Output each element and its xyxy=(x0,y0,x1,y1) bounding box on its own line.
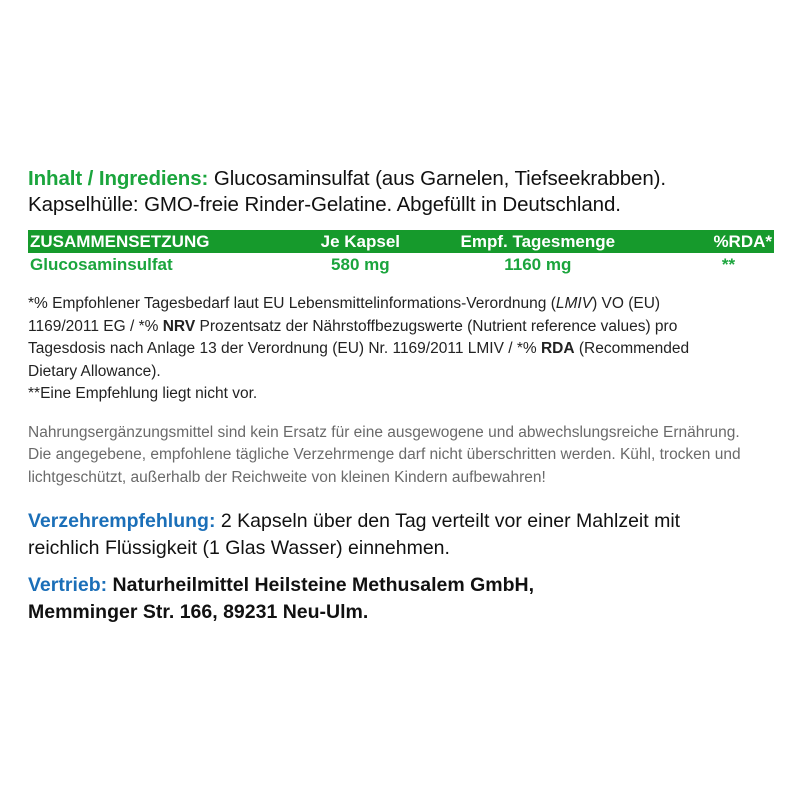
cell-daily-amount: 1160 mg xyxy=(504,255,572,274)
vendor-line-2: Memminger Str. 166, 89231 Neu-Ulm. xyxy=(28,601,369,623)
composition-header-row xyxy=(28,230,774,253)
footnote-part-1: *% Empfohlener Tagesbedarf laut EU Lebensmittelinformations-Verordnung ( xyxy=(28,295,556,312)
rda-footnote xyxy=(28,293,728,406)
product-label xyxy=(28,166,778,626)
footnote-part-3: Prozentsatz der Nährstoffbezugswerte (Nutrient reference values) pro Tagesdosis nach Anlage 13 der Verordnung (EU) Nr. 1169/2011 LMIV / *% xyxy=(28,317,678,357)
header-composition: ZUSAMMENSETZUNG xyxy=(28,230,294,253)
footnote-lmiv: LMIV xyxy=(555,295,593,312)
dosage-heading: Verzehrempfehlung: xyxy=(28,510,216,532)
footnote-no-recommendation: **Eine Empfehlung liegt nicht vor. xyxy=(28,385,258,402)
vendor-heading: Vertrieb: xyxy=(28,574,108,596)
ingredients-text xyxy=(28,166,778,218)
header-daily-amount: Empf. Tagesmenge xyxy=(427,230,649,253)
cell-rda: ** xyxy=(721,255,736,274)
footnote-part-2: ) VO (EU) 1169/2011 EG / *% xyxy=(28,295,661,335)
dosage-body: 2 Kapseln über den Tag verteilt vor einer Mahlzeit mit reichlich Flüssigkeit (1 Glas Wasser) einnehmen. xyxy=(28,510,681,559)
vendor-info xyxy=(28,572,778,626)
footnote-nrv: NRV xyxy=(162,317,196,335)
ingredients-body: Glucosaminsulfat (aus Garnelen, Tiefseekrabben). Kapselhülle: GMO-freie Rinder-Gelatine. Abgefüllt in Deutschland. xyxy=(28,167,666,216)
cell-per-capsule: 580 mg xyxy=(331,255,390,274)
vendor-line-1: Naturheilmittel Heilsteine Methusalem GmbH, xyxy=(107,574,535,596)
composition-table xyxy=(28,230,774,275)
header-per-capsule: Je Kapsel xyxy=(294,230,427,253)
header-rda: %RDA* xyxy=(649,230,774,253)
footnote-part-4: (Recommended Dietary Allowance). xyxy=(28,340,690,380)
table-row xyxy=(28,253,774,275)
supplement-advice: Nahrungsergänzungsmittel sind kein Ersatz für eine ausgewogene und abwechslungsreiche Ernährung. Die angegebene, empfohlene tägliche Verzehrmenge darf nicht überschritten werden. Kühl, trocken und lichtgeschützt, außerhalb der Reichweite von kleinen Kindern aufbewahren! xyxy=(28,423,741,486)
ingredients-heading: Inhalt / Ingrediens: xyxy=(28,167,209,190)
cell-ingredient: Glucosaminsulfat xyxy=(30,255,173,274)
dosage-recommendation xyxy=(28,508,688,562)
footnote-rda: RDA xyxy=(540,340,575,357)
